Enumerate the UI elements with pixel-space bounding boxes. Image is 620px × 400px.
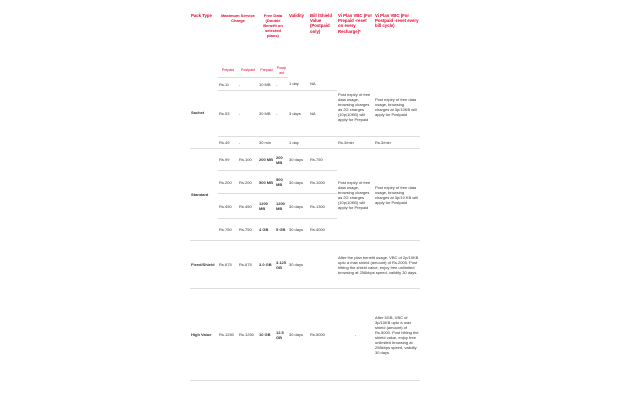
header-validity: Validity [289, 13, 305, 18]
table-row [190, 149, 420, 171]
bill-value-cell [309, 241, 337, 289]
charge-postpaid-cell: - [238, 137, 258, 149]
data-postpaid-cell: - [275, 91, 288, 137]
table-row [190, 241, 420, 289]
bill-value-cell: NA [309, 78, 337, 91]
pack-type-cell: Standard [190, 149, 218, 241]
charge-postpaid-cell: Rs.1250 [238, 289, 258, 381]
subheader-postpaid: Postpaid [275, 64, 288, 78]
charge-prepaid-cell: Rs.11 [218, 78, 238, 91]
vbc-prepaid-cell: Post expiry of free data usage, browsing charges as 2G charges (10p/10KB) will apply for Prepaid [337, 78, 374, 137]
pack-type-cell: Fixed/Shield [190, 241, 218, 289]
charge-postpaid-cell: Rs.675 [238, 241, 258, 289]
bill-value-cell: Rs.1000 [309, 171, 337, 194]
data-prepaid-cell: 10 MB [258, 78, 275, 91]
charge-postpaid-cell: Rs.200 [238, 171, 258, 194]
data-postpaid-cell: 3.125 GB [275, 241, 288, 289]
pack-type-cell: Sachet [190, 78, 218, 149]
header-pack-type: Pack Type [191, 13, 212, 18]
data-postpaid-cell: 12.5 GB [275, 289, 288, 381]
table-row [190, 78, 420, 91]
charge-postpaid-cell: Rs.750 [238, 219, 258, 241]
charge-prepaid-cell: Rs.450 [218, 194, 238, 219]
validity-cell: 30 days [288, 219, 309, 241]
pack-type-cell: High Value [190, 289, 218, 381]
bill-value-cell: Rs.4000 [309, 219, 337, 241]
vbc-postpaid-cell: Post expiry of free data usage, browsing charges at 3p/10 KB will apply for Postpaid [374, 149, 420, 241]
subheader-postpaid: Postpaid [238, 64, 258, 78]
data-prepaid-cell: 4 GB [258, 219, 275, 241]
header-bill-value: Bill /Shield Value (Postpaid only) [310, 13, 332, 34]
header-vbc-postpaid: Vi Plan VBC (For Postpaid -reset every bill cycle) [375, 13, 419, 29]
data-prepaid-cell: 3.0 GB [258, 241, 275, 289]
data-prepaid-cell: 500 MB [258, 171, 275, 194]
validity-cell: 1 day [288, 137, 309, 149]
data-prepaid-cell: 10 GB [258, 289, 275, 381]
header-vbc-prepaid: Vi Plan VBC (For Prepaid -reset on every Recharge)* [338, 13, 373, 34]
validity-cell: 3 days [288, 91, 309, 137]
validity-cell: 30 days [288, 149, 309, 171]
charge-postpaid-cell: - [238, 78, 258, 91]
charge-postpaid-cell: Rs.450 [238, 194, 258, 219]
vbc-postpaid-cell: After 5GB, VBC of 3p/10KB upto a max shield (amount) of Rs.5000. Post hitting the shield value, enjoy free unlimited browsing at 256kbps speed, validity 30 days. [374, 289, 420, 381]
plan-table-container [190, 12, 420, 400]
charge-prepaid-cell: Rs.675 [218, 241, 238, 289]
subheader-prepaid: Prepaid [218, 64, 238, 78]
data-postpaid-cell: 500 MB [275, 171, 288, 194]
data-postpaid-cell [275, 137, 288, 149]
validity-cell: 30 days [288, 171, 309, 194]
data-prepaid-cell: 1200 MB [258, 194, 275, 219]
data-prepaid-cell: 30 min [258, 137, 275, 149]
data-prepaid-cell: 30 MB [258, 91, 275, 137]
header-row [190, 12, 420, 64]
validity-cell: 30 days [288, 241, 309, 289]
header-free-data: Free Data (Double Benefit on selected plans) [263, 13, 283, 38]
data-postpaid-cell: - [275, 78, 288, 91]
bill-value-cell: Rs.750 [309, 149, 337, 171]
table-row [190, 289, 420, 381]
charge-prepaid-cell: Rs.200 [218, 171, 238, 194]
header-max-service-charge: Maximum Service Charge [221, 13, 255, 23]
charge-postpaid-cell: - [238, 91, 258, 137]
vbc-postpaid-cell: Post expiry of free data usage, browsing charges at 3p/10KB will apply for Postpaid [374, 78, 420, 137]
vbc-postpaid-cell: Rs.3/min [374, 137, 420, 149]
validity-cell: 30 days [288, 289, 309, 381]
charge-prepaid-cell: Rs.49 [218, 137, 238, 149]
data-postpaid-cell: 1200 MB [275, 194, 288, 219]
vbc-prepaid-cell: Rs.3/min [337, 137, 374, 149]
subheader-prepaid: Prepaid [258, 64, 275, 78]
data-prepaid-cell: 200 MB [258, 149, 275, 171]
data-postpaid-cell: 200 MB [275, 149, 288, 171]
vbc-combined-cell: After the plan benefit usage, VBC of 2p/10KB upto a max shield (amount) of Rs.2000. Post hitting the shield value, enjoy free unlimited browsing at 256kbps speed, validity 30 days. [337, 241, 420, 289]
charge-prepaid-cell: Rs.99 [218, 149, 238, 171]
vbc-prepaid-cell: Post expiry of free data usage, browsing charges as 2G charges (10p/10KB) will apply for Prepaid [337, 149, 374, 241]
data-plan-table [190, 12, 420, 381]
data-postpaid-cell: 5 GB [275, 219, 288, 241]
table-row [190, 137, 420, 149]
charge-prepaid-cell: Rs.53 [218, 91, 238, 137]
validity-cell: 1 day [288, 78, 309, 91]
charge-postpaid-cell: Rs.100 [238, 149, 258, 171]
bill-value-cell: Rs.5000 [309, 289, 337, 381]
bill-value-cell: NA [309, 91, 337, 137]
charge-prepaid-cell: Rs.1250 [218, 289, 238, 381]
bill-value-cell [309, 137, 337, 149]
charge-prepaid-cell: Rs.750 [218, 219, 238, 241]
bill-value-cell: Rs.1300 [309, 194, 337, 219]
validity-cell: 30 days [288, 194, 309, 219]
vbc-prepaid-cell: - [337, 289, 374, 381]
